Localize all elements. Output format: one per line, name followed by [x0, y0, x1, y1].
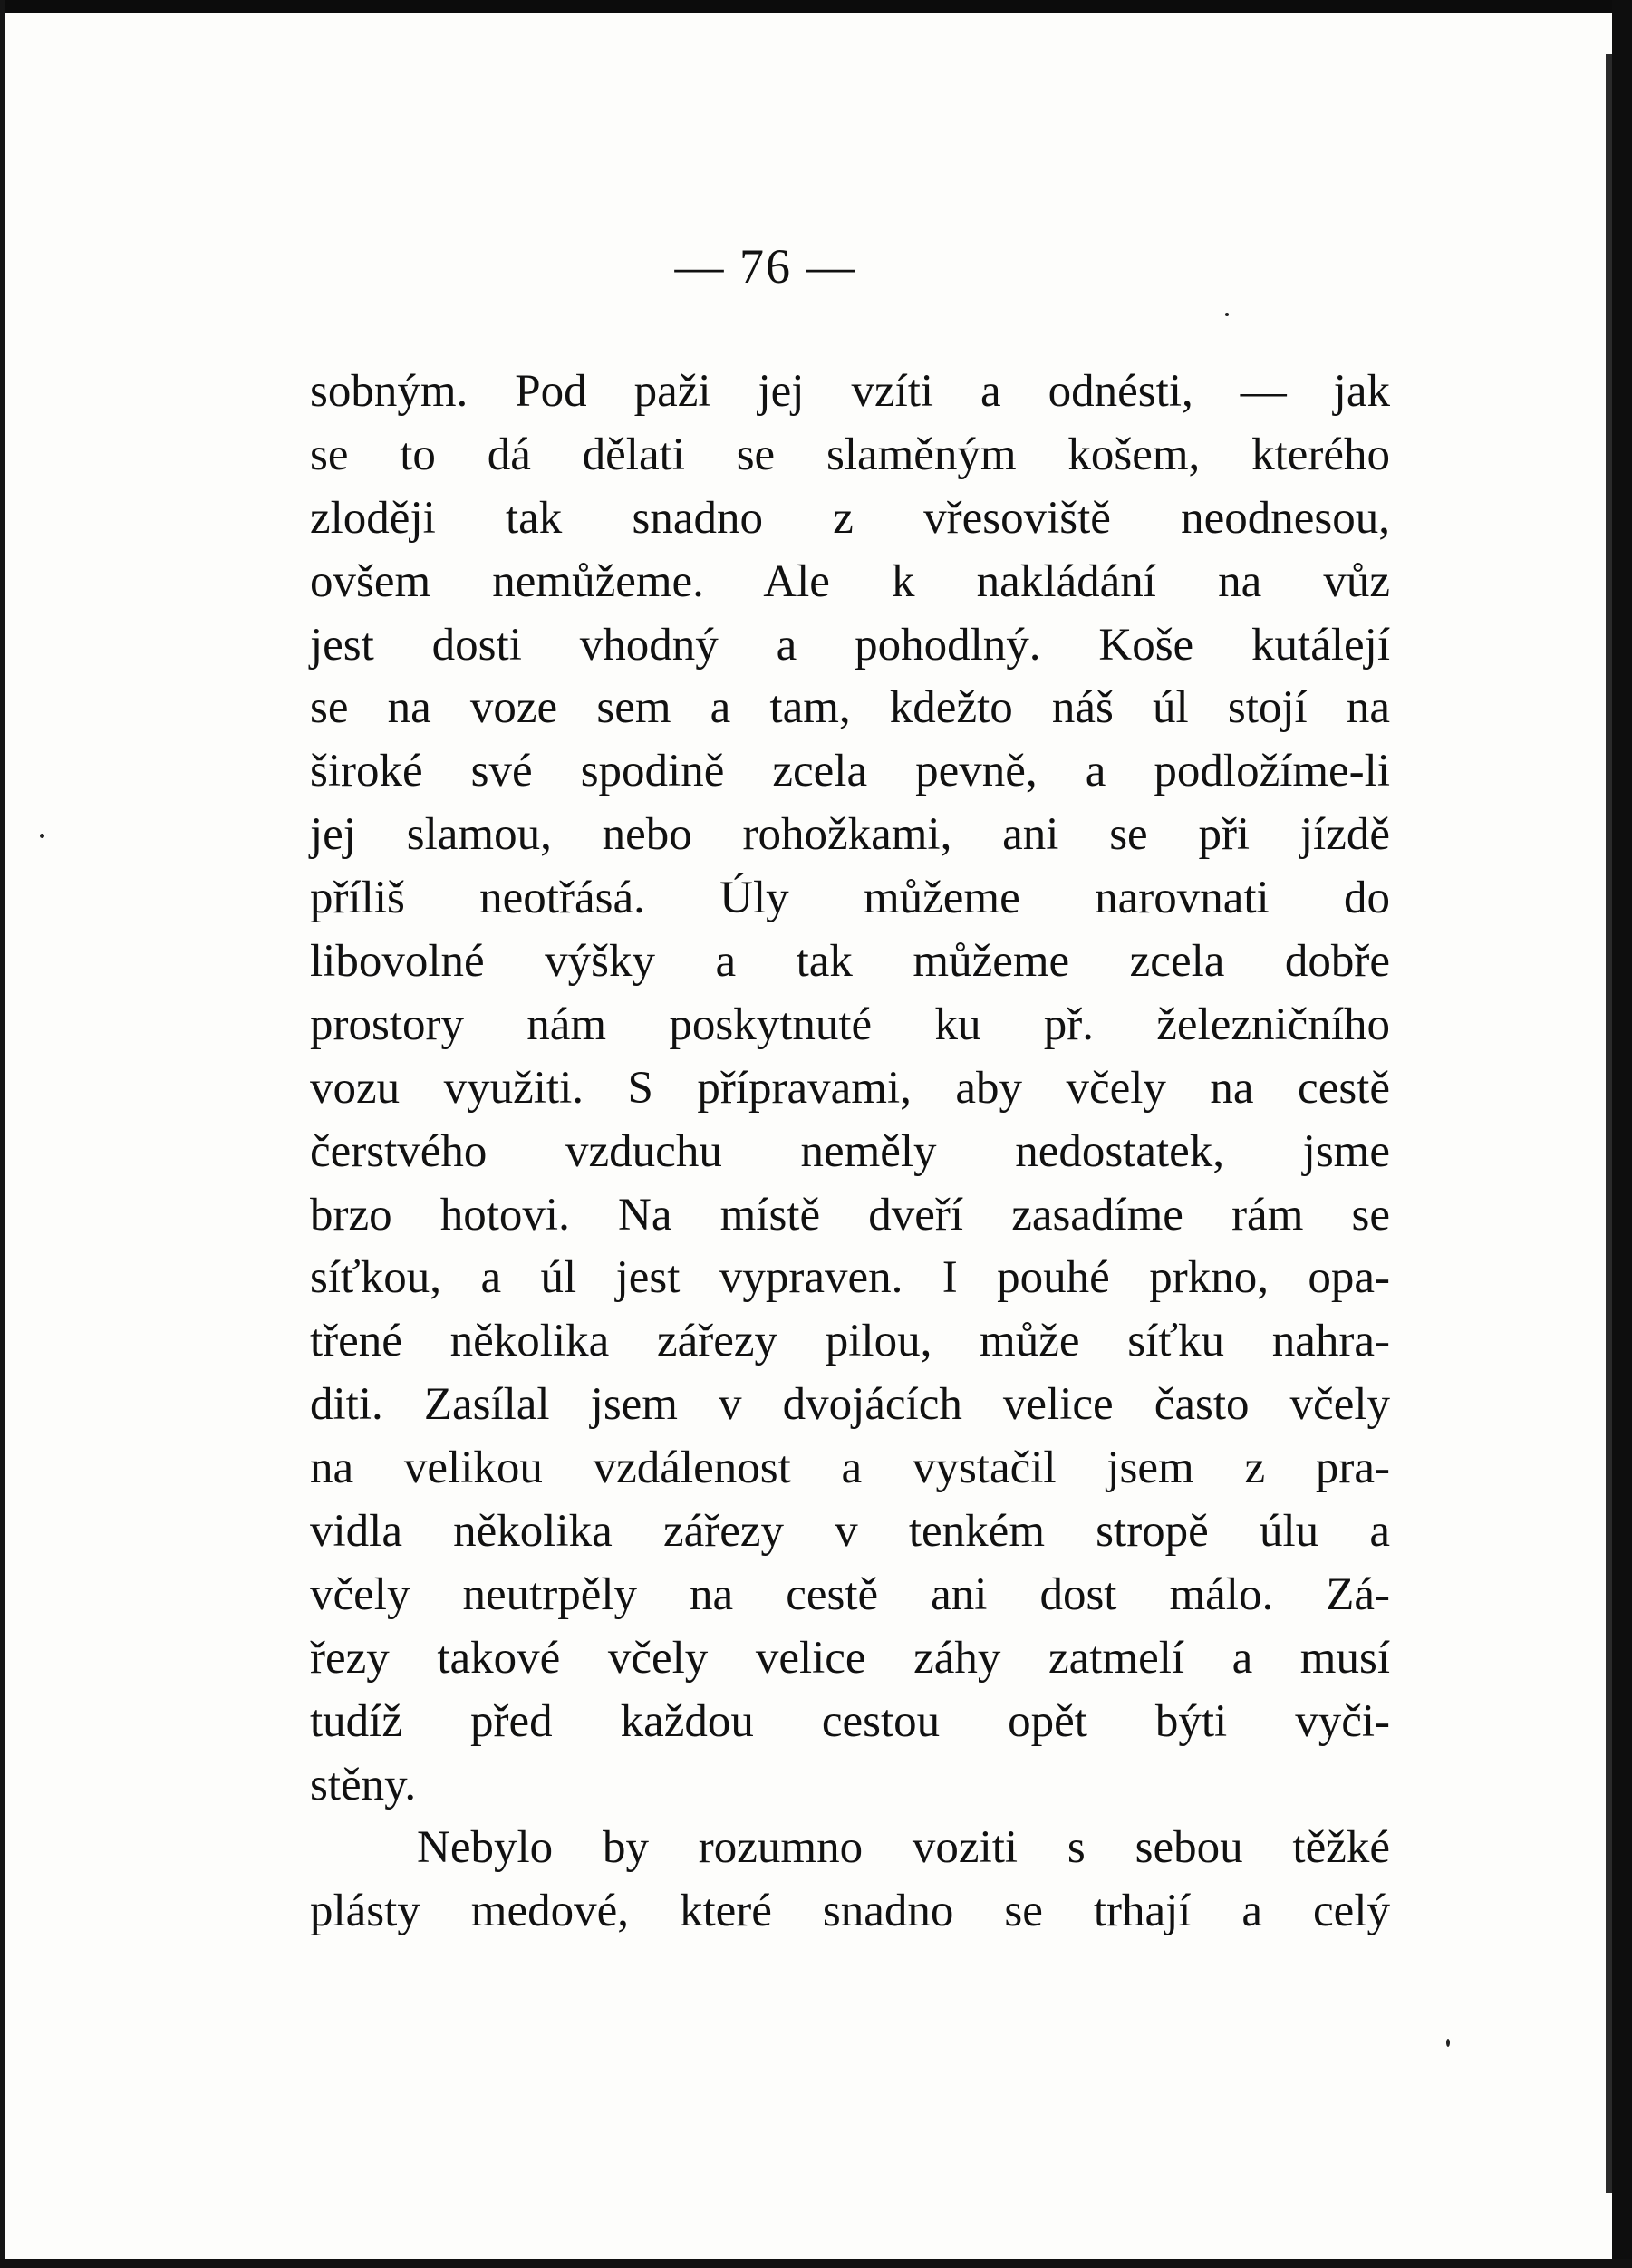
- text-line: se na voze sem a tam, kdežto náš úl stojí na: [310, 682, 1390, 734]
- text-line-paragraph-end: stěny.: [310, 1759, 417, 1810]
- text-line: jej slamou, nebo rohožkami, ani se při jízdě: [310, 809, 1390, 861]
- text-line: řezy takové včely velice záhy zatmelí a musí: [310, 1632, 1390, 1684]
- text-line: sobným. Pod paži jej vzíti a odnésti, — jak: [310, 366, 1390, 417]
- scan-speck: [1225, 313, 1229, 316]
- scan-edge-left: [0, 0, 5, 2268]
- scan-speck: [40, 834, 44, 838]
- text-line: jest dosti vhodný a pohodlný. Koše kutálejí: [310, 619, 1390, 671]
- scan-speck: [1446, 2039, 1450, 2047]
- text-line: včely neutrpěly na cestě ani dost málo. Zá-: [310, 1568, 1390, 1620]
- scan-edge-bottom: [0, 2259, 1632, 2268]
- text-line: se to dá dělati se slaměným košem, kterého: [310, 429, 1390, 480]
- text-line: na velikou vzdálenost a vystačil jsem z pra-: [310, 1443, 1390, 1494]
- body-text: [310, 361, 1390, 1944]
- text-line: prostory nám poskytnuté ku př. železničního: [310, 999, 1390, 1050]
- text-line: zloději tak snadno z vřesoviště neodnesou,: [310, 492, 1390, 544]
- text-line: libovolné výšky a tak můžeme zcela dobře: [310, 936, 1390, 988]
- text-line-paragraph-start: Nebylo by rozumno voziti s sebou těžké: [417, 1822, 1390, 1874]
- text-line: široké své spodině zcela pevně, a podložíme-li: [310, 746, 1390, 797]
- text-line: tudíž před každou cestou opět býti vyči-: [310, 1695, 1390, 1747]
- scan-edge-top: [0, 0, 1632, 13]
- text-line: vidla několika zářezy v tenkém stropě úlu a: [310, 1506, 1390, 1558]
- text-line: brzo hotovi. Na místě dveří zasadíme rám se: [310, 1189, 1390, 1240]
- text-line: třené několika zářezy pilou, může síťku nahra-: [310, 1316, 1390, 1367]
- text-line: plásty medové, které snadno se trhají a celý: [310, 1886, 1390, 1937]
- text-line: příliš neotřásá. Úly můžeme narovnati do: [310, 873, 1390, 924]
- scan-edge-right-inner: [1606, 54, 1612, 2193]
- text-line: síťkou, a úl jest vypraven. I pouhé prkno, opa-: [310, 1252, 1390, 1304]
- text-line: vozu využiti. S přípravami, aby včely na cestě: [310, 1062, 1390, 1114]
- text-line: ovšem nemůžeme. Ale k nakládání na vůz: [310, 555, 1390, 607]
- text-line: diti. Zasílal jsem v dvojácích velice často včely: [310, 1379, 1390, 1431]
- page-number: — 76 —: [674, 239, 857, 294]
- scan-edge-right: [1612, 0, 1632, 2268]
- text-line: čerstvého vzduchu neměly nedostatek, jsme: [310, 1125, 1390, 1177]
